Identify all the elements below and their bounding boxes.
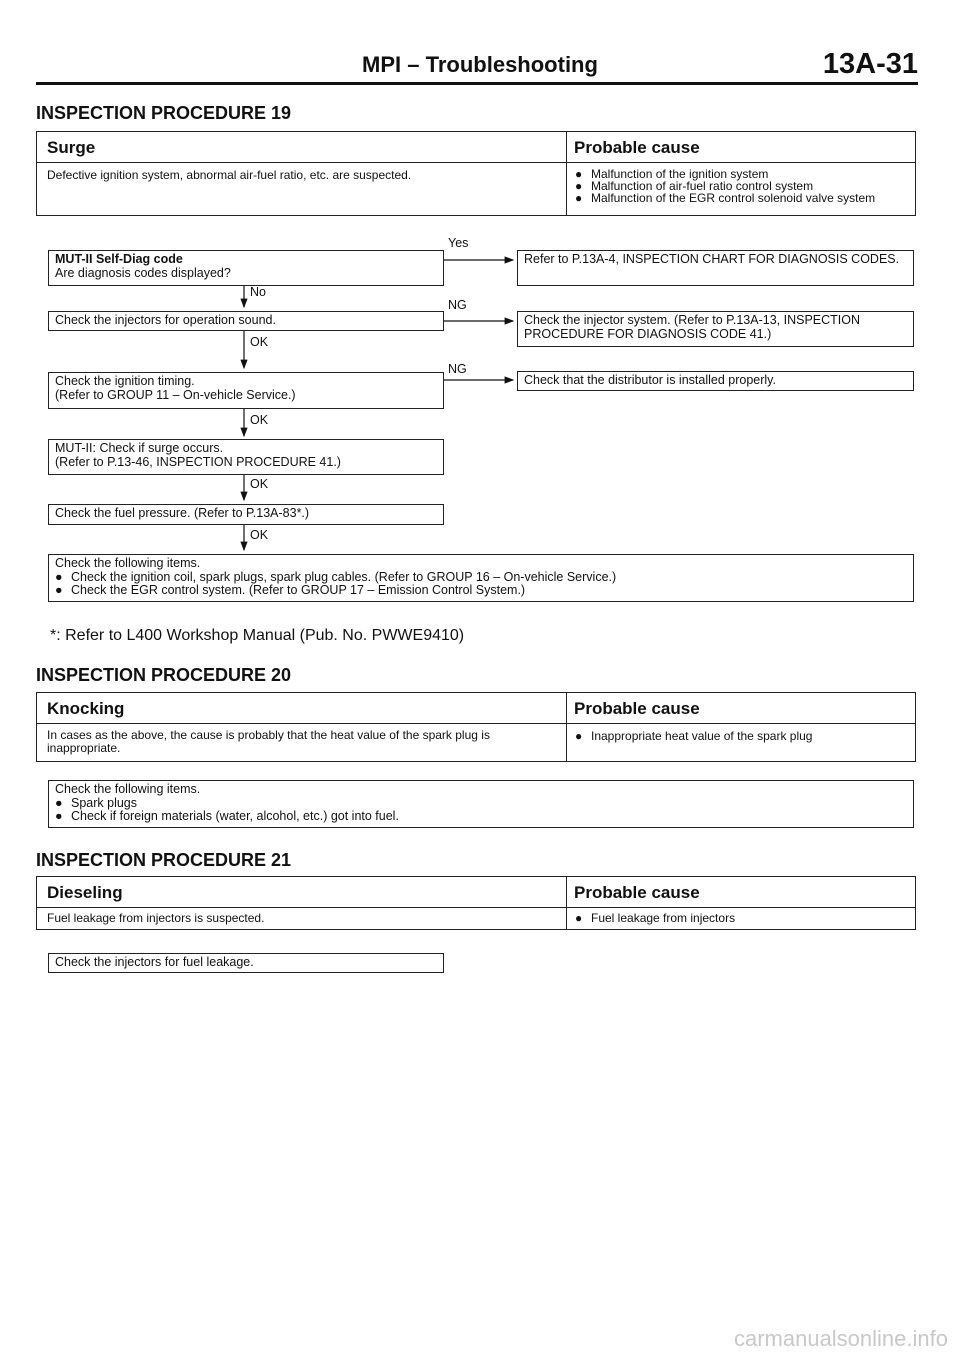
proc21-symptom: Dieseling [47, 883, 123, 902]
list-item: ● Check the ignition coil, spark plugs, spark plug cables. (Refer to GROUP 16 – On-vehicle Service.) [55, 569, 617, 584]
list-item: ● Check the EGR control system. (Refer to GROUP 17 – Emission Control System.) [55, 583, 526, 597]
flow-step-ignition-timing: Check the ignition timing. (Refer to GROUP 11 – On-vehicle Service.) [48, 372, 444, 409]
proc20-check-box: Check the following items. ● Spark plugs ● Check if foreign materials (water, alcohol, etc.) got into fuel. [48, 780, 914, 828]
page-number: 13A-31 [822, 48, 918, 80]
proc20-cause-list [575, 730, 910, 742]
flow-ng-action-injector: Check the injector system. (Refer to P.13A-13, INSPECTION PROCEDURE FOR DIAGNOSIS CODE 41.) [517, 311, 914, 347]
proc21-symptom-table [36, 876, 916, 930]
table-divider [566, 877, 567, 929]
list-item: ● Malfunction of the ignition system [575, 167, 769, 181]
ok-label: OK [250, 477, 269, 491]
proc21-cause-list [575, 912, 910, 924]
proc20-title: INSPECTION PROCEDURE 20 [36, 665, 292, 685]
list-item: ● Check if foreign materials (water, alcohol, etc.) got into fuel. [55, 809, 399, 823]
flow-step-surge-check: MUT-II: Check if surge occurs. (Refer to P.13-46, INSPECTION PROCEDURE 41.) [48, 439, 444, 475]
proc20-cause-heading: Probable cause [574, 699, 700, 718]
proc19-description: Defective ignition system, abnormal air-fuel ratio, etc. are suspected. [47, 168, 412, 182]
ok-label: OK [250, 335, 269, 349]
ok-label: OK [250, 528, 269, 542]
proc20-symptom-table [36, 692, 916, 762]
table-divider [566, 693, 567, 761]
flow-ng-action-distributor: Check that the distributor is installed properly. [517, 371, 914, 391]
flow-step-self-diag [48, 250, 444, 286]
list-item: ● Malfunction of the EGR control solenoid valve system [575, 191, 876, 205]
table-divider [37, 907, 915, 908]
no-label: No [250, 285, 266, 299]
proc21-title: INSPECTION PROCEDURE 21 [36, 850, 292, 870]
proc21-description: Fuel leakage from injectors is suspected. [47, 911, 265, 925]
proc19-title: INSPECTION PROCEDURE 19 [36, 103, 292, 123]
list-item: ● Malfunction of air-fuel ratio control system [575, 179, 814, 193]
proc21-check-box: Check the injectors for fuel leakage. [48, 953, 444, 973]
page-header-title: MPI – Troubleshooting [362, 52, 598, 77]
list-item: ● Inappropriate heat value of the spark plug [575, 729, 813, 743]
ok-label: OK [250, 413, 269, 427]
proc20-symptom: Knocking [47, 699, 125, 718]
proc19-symptom: Surge [47, 138, 96, 157]
step-title: MUT-II Self-Diag code [55, 252, 183, 266]
step-question: Are diagnosis codes displayed? [55, 265, 231, 280]
ng-label: NG [448, 362, 467, 376]
flow-step-fuel-pressure: Check the fuel pressure. (Refer to P.13A-83*.) [48, 504, 444, 525]
table-divider [37, 723, 915, 724]
flow-step-injector-sound: Check the injectors for operation sound. [48, 311, 444, 331]
list-item: ● Spark plugs [55, 795, 138, 810]
proc21-cause-heading: Probable cause [574, 883, 700, 902]
footnote: *: Refer to L400 Workshop Manual (Pub. No. PWWE9410) [50, 627, 465, 644]
flow-yes-action: Refer to P.13A-4, INSPECTION CHART FOR DIAGNOSIS CODES. [517, 250, 914, 286]
proc20-description: In cases as the above, the cause is probably that the heat value of the spark plug is inappropriate. [47, 728, 490, 755]
footer-watermark: carmanualsonline.info [733, 1326, 948, 1351]
proc19-cause-heading: Probable cause [574, 138, 700, 157]
ng-label: NG [448, 298, 467, 312]
flow-final-check: Check the following items. ● Check the ignition coil, spark plugs, spark plug cables. (Refer to GROUP 16 – On-vehicle Service.) ● Check the EGR control system. (Refer to GROUP 17 – Emission Control System.) [48, 554, 914, 602]
list-item: ● Fuel leakage from injectors [575, 911, 736, 925]
yes-label: Yes [448, 236, 469, 250]
